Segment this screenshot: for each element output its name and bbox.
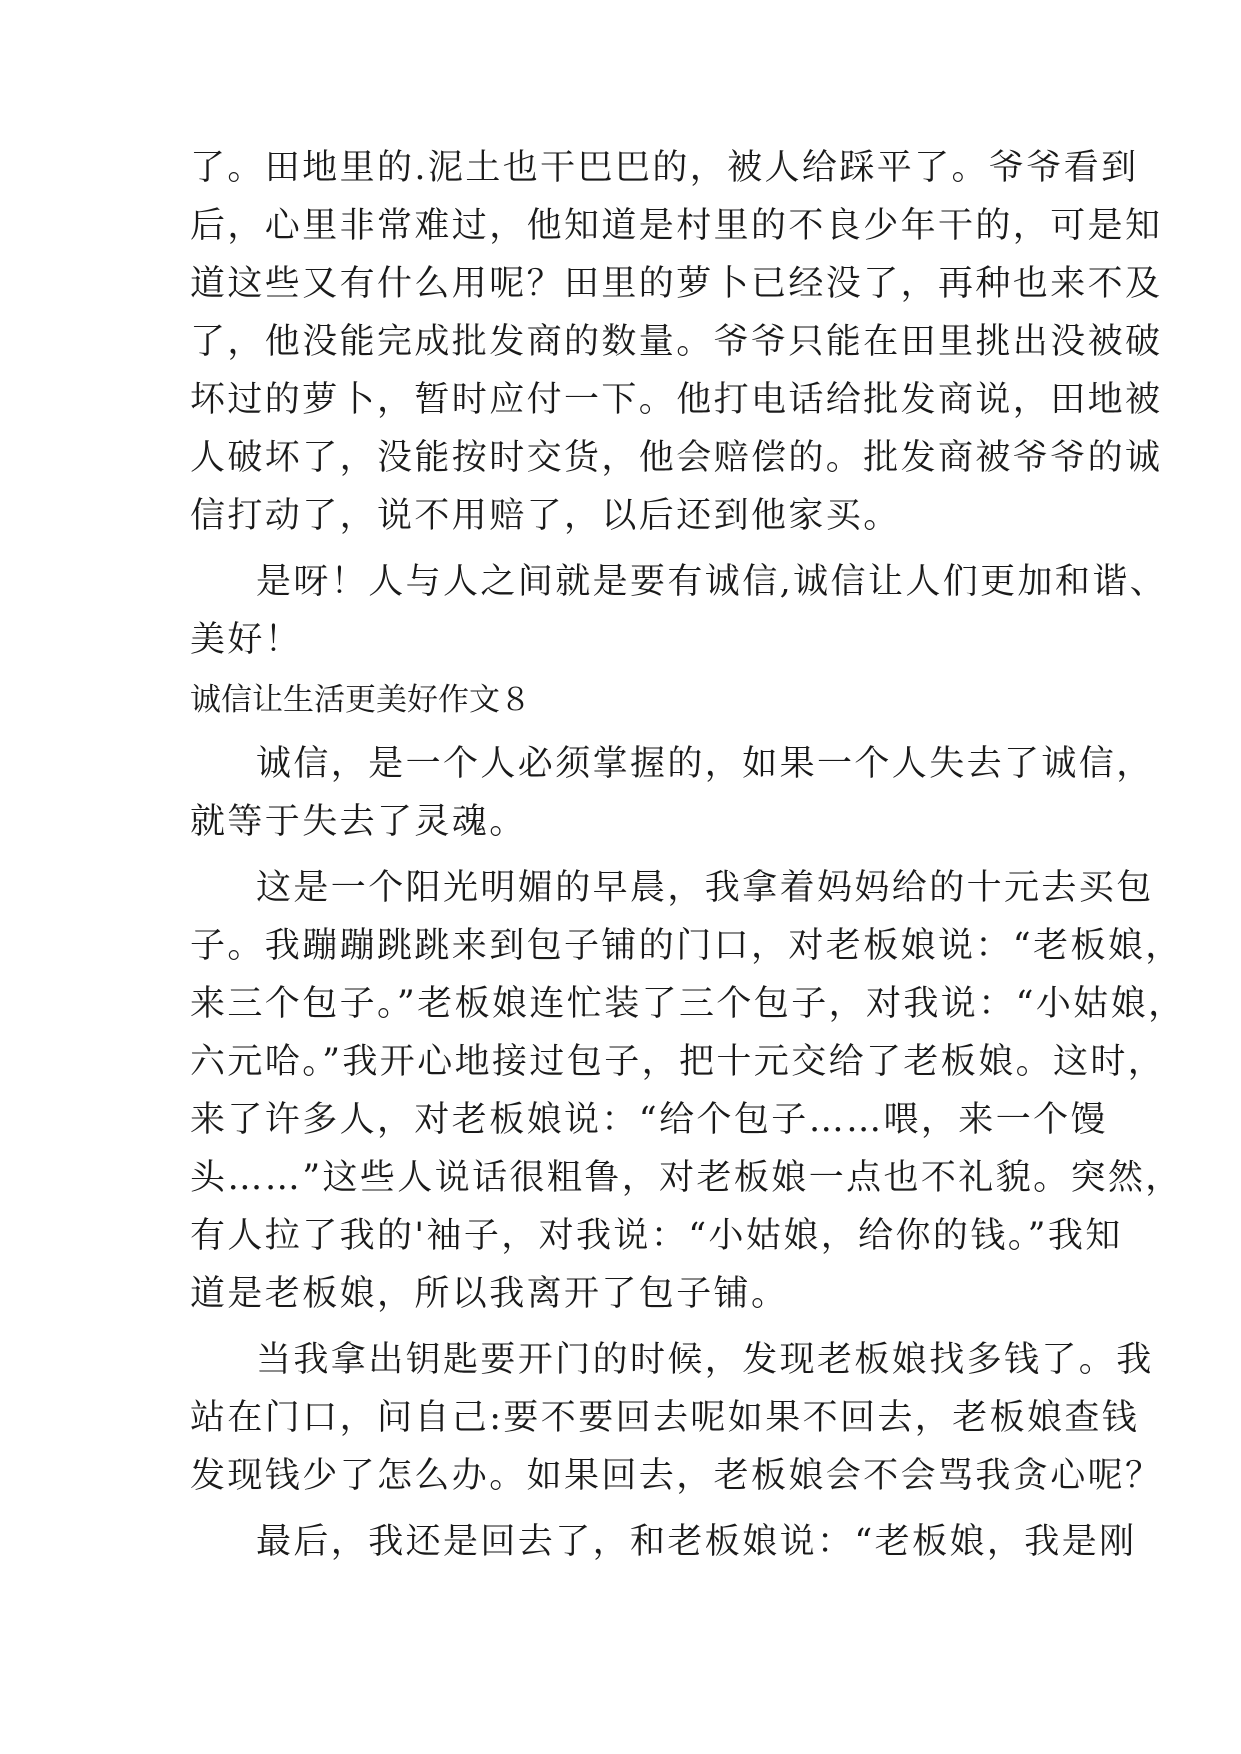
text-line: 发现钱少了怎么办。如果回去，老板娘会不会骂我贪心呢？ xyxy=(190,1456,1163,1496)
text-line: 子。我蹦蹦跳跳来到包子铺的门口，对老板娘说：“老板娘， xyxy=(190,926,1183,966)
text-line: 就等于失去了灵魂。 xyxy=(190,802,527,842)
text-line: 是呀！人与人之间就是要有诚信,诚信让人们更加和谐、 xyxy=(256,562,1168,602)
text-line: 美好！ xyxy=(190,620,303,660)
text-line: 道是老板娘，所以我离开了包子铺。 xyxy=(190,1274,789,1314)
text-line: 信打动了，说不用赔了，以后还到他家买。 xyxy=(190,496,901,536)
text-line: 来了许多人，对老板娘说：“给个包子……喂，来一个馒 xyxy=(190,1100,1108,1140)
text-line: 站在门口，问自己:要不要回去呢如果不回去，老板娘查钱 xyxy=(190,1398,1140,1438)
text-line: 最后，我还是回去了，和老板娘说：“老板娘，我是刚 xyxy=(256,1522,1137,1562)
text-line: 头……”这些人说话很粗鲁，对老板娘一点也不礼貌。突然， xyxy=(190,1158,1183,1198)
text-line: 坏过的萝卜，暂时应付一下。他打电话给批发商说，田地被 xyxy=(190,380,1163,420)
text-line: 了，他没能完成批发商的数量。爷爷只能在田里挑出没被破 xyxy=(190,322,1163,362)
text-line: 六元哈。”我开心地接过包子，把十元交给了老板娘。这时， xyxy=(190,1042,1166,1082)
text-line: 当我拿出钥匙要开门的时候，发现老板娘找多钱了。我 xyxy=(256,1340,1154,1380)
text-line: 了。田地里的.泥土也干巴巴的，被人给踩平了。爷爷看到 xyxy=(190,148,1139,188)
text-line: 来三个包子。”老板娘连忙装了三个包子，对我说：“小姑娘， xyxy=(190,984,1186,1024)
text-line: 诚信，是一个人必须掌握的，如果一个人失去了诚信， xyxy=(256,744,1154,784)
text-line: 后，心里非常难过，他知道是村里的不良少年干的，可是知 xyxy=(190,206,1163,246)
text-line: 人破坏了，没能按时交货，他会赔偿的。批发商被爷爷的诚 xyxy=(190,438,1163,478)
text-line: 这是一个阳光明媚的早晨，我拿着妈妈给的十元去买包 xyxy=(256,868,1154,908)
section-heading: 诚信让生活更美好作文８ xyxy=(190,682,531,718)
text-line: 有人拉了我的'袖子，对我说：“小姑娘，给你的钱。”我知 xyxy=(190,1216,1123,1256)
text-line: 道这些又有什么用呢？田里的萝卜已经没了，再种也来不及 xyxy=(190,264,1163,304)
